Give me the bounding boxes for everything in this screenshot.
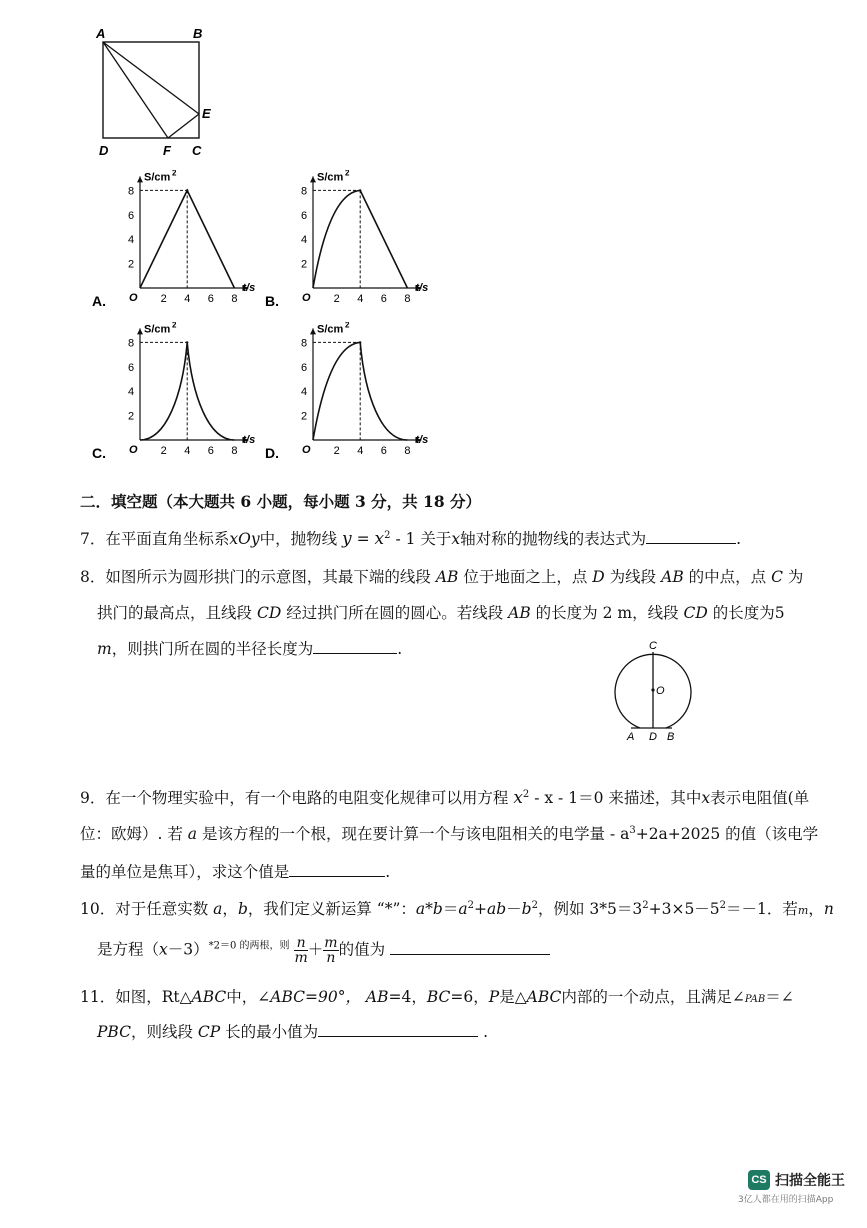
question-9-line-1: 9．在一个物理实验中，有一个电路的电阻变化规律可以用方程 $x^2 - x - 1=0$ 来描述，其中x表示电阻值(单: [80, 788, 810, 808]
q9-answer-blank[interactable]: [289, 860, 385, 877]
q11-answer-blank[interactable]: [318, 1020, 478, 1037]
peak-point: [359, 341, 361, 343]
x-axis-label: t/s: [242, 434, 256, 446]
y-axis-label-exponent: 2: [172, 322, 177, 330]
y-tick-label: 6: [301, 209, 308, 222]
question-8-line-1: 8．如图所示为圆形拱门的示意图，其最下端的线段 AB 位于地面之上，点 D 为线段 AB 的中点，点 C 为: [80, 568, 804, 586]
square-figure: [90, 22, 220, 162]
option-letter: D.: [265, 445, 279, 461]
arch-label-c: C: [649, 640, 657, 652]
x-tick-label: 6: [380, 293, 387, 305]
origin-label: O: [129, 292, 138, 304]
y-tick-label: 4: [128, 386, 135, 399]
arch-label-b: B: [667, 731, 675, 743]
peak-point: [359, 189, 361, 191]
y-axis-label-exponent: 2: [345, 170, 350, 178]
y-tick-label: 2: [301, 410, 308, 423]
option-d-graph: [265, 322, 450, 470]
option-letter: B.: [265, 293, 279, 309]
x-tick-label: 4: [357, 293, 364, 305]
label-a: A: [96, 26, 106, 41]
x-tick-label: 8: [404, 445, 411, 457]
x-tick-label: 6: [207, 293, 214, 305]
x-tick-label: 6: [380, 445, 387, 457]
q10-answer-blank[interactable]: [390, 938, 550, 955]
option-letter: A.: [92, 293, 106, 309]
x-tick-label: 4: [184, 445, 191, 457]
y-axis-label: S/cm: [144, 171, 171, 184]
origin-label: O: [129, 444, 138, 456]
x-tick-label: 2: [333, 445, 340, 457]
label-b: B: [193, 26, 203, 41]
square-abcd: [103, 42, 199, 138]
y-tick-label: 4: [301, 234, 308, 247]
question-9-line-3: 量的单位是焦耳），求这个值是 .: [80, 860, 390, 882]
x-axis-label: t/s: [415, 282, 429, 294]
y-axis-arrow: [310, 176, 316, 182]
x-tick-label: 4: [184, 293, 191, 305]
option-letter: C.: [92, 445, 106, 461]
y-axis-arrow: [137, 328, 143, 334]
x-tick-label: 2: [160, 293, 167, 305]
label-d: D: [99, 143, 109, 158]
x-tick-label: 6: [207, 445, 214, 457]
question-11-line-1: 11．如图，Rt△ABC中，∠ABC=90°， AB=4，BC=6，P是△ABC内部的一个动点，且满足∠PAB＝∠: [80, 988, 794, 1006]
y-axis-arrow: [137, 176, 143, 182]
origin-label: O: [302, 292, 311, 304]
question-10-line-2: 是方程$(x-3)^{*2=0 的两根,则}$ $\frac{n}{m}$ ＋ $\frac{m}{n}$ 的值为: [97, 936, 550, 965]
question-9-line-2: 位：欧姆）. 若 a 是该方程的一个根，现在要计算一个与该电阻相关的电学量 - $a^3+2a+2025$ 的值（该电学: [80, 824, 819, 843]
segment-ae: [103, 42, 199, 114]
y-tick-label: 8: [128, 337, 135, 350]
y-tick-label: 8: [128, 185, 135, 198]
peak-point: [186, 189, 188, 191]
arch-label-d: D: [649, 731, 657, 743]
x-tick-label: 2: [333, 293, 340, 305]
y-tick-label: 4: [301, 386, 308, 399]
x-tick-label: 8: [231, 293, 238, 305]
x-axis-label: t/s: [415, 434, 429, 446]
y-axis-label: S/cm: [144, 323, 171, 336]
y-axis-label: S/cm: [317, 171, 344, 184]
camscanner-name: 扫描全能王: [775, 1173, 845, 1189]
origin-label: O: [302, 444, 311, 456]
label-c: C: [192, 143, 202, 158]
y-tick-label: 8: [301, 337, 308, 350]
option-b-graph: [265, 170, 435, 310]
peak-point: [186, 341, 188, 343]
q7-answer-blank[interactable]: [646, 527, 736, 544]
y-tick-label: 6: [301, 361, 308, 374]
y-tick-label: 8: [301, 185, 308, 198]
question-10-line-1: 10．对于任意实数 a，b，我们定义新运算 “*”：$a*b=a^2+ab-b^2$，例如 $3*5=3^2+3\times 5-5^2=-1$．若m，n: [80, 899, 834, 918]
arch-label-o: O: [656, 685, 665, 697]
y-axis-label: S/cm: [317, 323, 344, 336]
segment-af: [103, 42, 168, 138]
y-tick-label: 2: [301, 258, 308, 271]
y-tick-label: 4: [128, 234, 135, 247]
arch-label-a: A: [627, 731, 635, 743]
x-axis-label: t/s: [242, 282, 256, 294]
q8-answer-blank[interactable]: [313, 637, 397, 654]
x-tick-label: 8: [404, 293, 411, 305]
label-e: E: [202, 106, 211, 121]
section-heading: 二．填空题（本大题共 6 小题，每小题 3 分，共 18 分）: [80, 492, 482, 511]
question-11-line-2: PBC，则线段 CP 长的最小值为 .: [97, 1020, 488, 1042]
option-a-graph: [92, 170, 262, 310]
x-tick-label: 2: [160, 445, 167, 457]
arch-figure: [600, 630, 710, 745]
center-dot-o: [651, 688, 654, 691]
y-axis-label-exponent: 2: [172, 170, 177, 178]
y-tick-label: 6: [128, 209, 135, 222]
label-f: F: [163, 143, 171, 158]
x-tick-label: 4: [357, 445, 364, 457]
fraction-n-over-m: $\frac{n}{m}$: [294, 935, 308, 966]
question-8-line-3: m，则拱门所在圆的半径长度为 .: [97, 637, 402, 659]
camscanner-logo: CS: [748, 1170, 770, 1190]
fraction-m-over-n: $\frac{m}{n}$: [324, 935, 338, 966]
camscanner-tagline: 3亿人都在用的扫描App: [738, 1195, 834, 1205]
y-tick-label: 2: [128, 410, 135, 423]
y-tick-label: 6: [128, 361, 135, 374]
x-tick-label: 8: [231, 445, 238, 457]
y-axis-label-exponent: 2: [345, 322, 350, 330]
question-8-line-2: 拱门的最高点，且线段 CD 经过拱门所在圆的圆心。若线段 AB 的长度为 2 m，线段 CD 的长度为5: [97, 604, 785, 622]
option-c-graph: [92, 322, 262, 470]
segment-ef: [168, 114, 199, 138]
y-tick-label: 2: [128, 258, 135, 271]
question-7: 7．在平面直角坐标系xOy中，抛物线 $y = x^2 - 1$ 关于x轴对称的抛物线的表达式为 .: [80, 529, 742, 549]
y-axis-arrow: [310, 328, 316, 334]
